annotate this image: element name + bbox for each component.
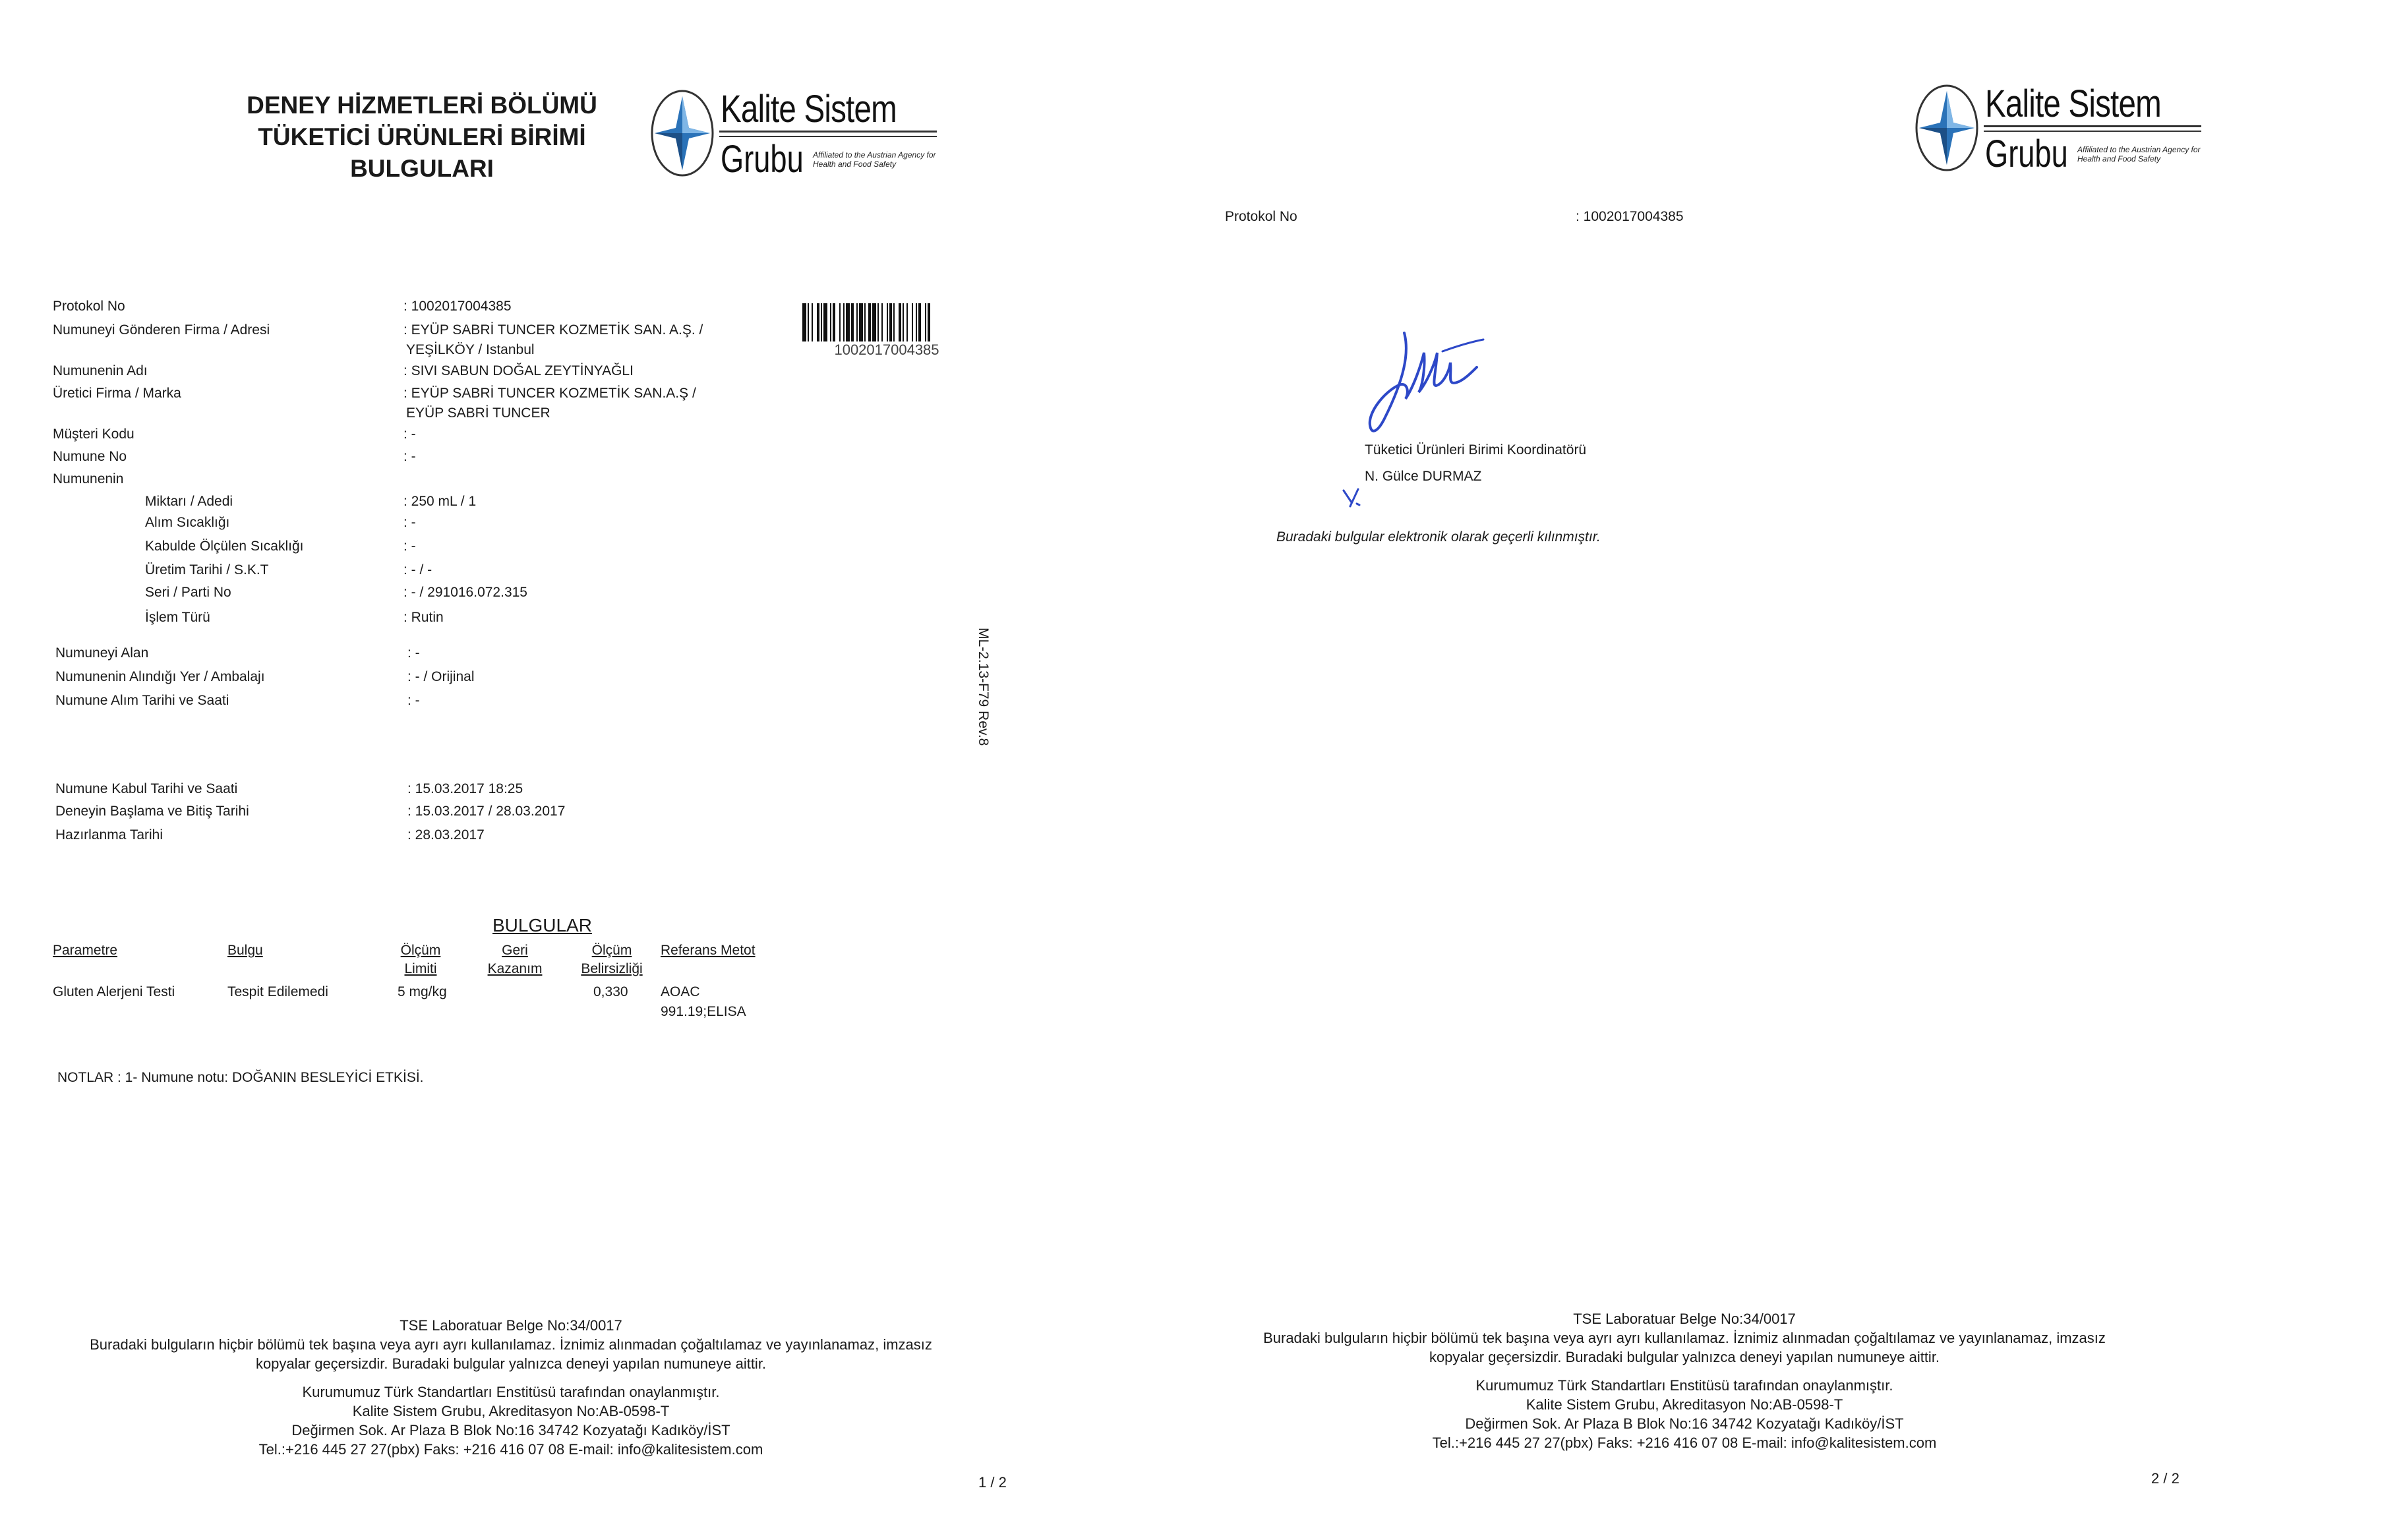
barcode-bar [821,303,822,341]
label-sample-location: Numunenin Alındığı Yer / Ambalajı [55,669,265,684]
barcode-bar [817,303,819,341]
label-sample-no: Numune No [53,449,127,464]
electronic-note: Buradaki bulgular elektronik olarak geçerli kılınmıştır. [1276,529,1601,545]
value-quantity: : 250 mL / 1 [403,494,477,509]
cell-finding: Tespit Edilemedi [227,984,328,999]
logo-affiliation: Affiliated to the Austrian Agency for Health and Food Safety [813,150,936,169]
footer-line: kopyalar geçersizdir. Buradaki bulgular yalnızca deneyi yapılan numuneye aittir. [255,1355,767,1372]
value-intake-temp: : - [403,515,416,530]
label-process-type: İşlem Türü [145,610,210,625]
value-sender: : EYÜP SABRİ TUNCER KOZMETİK SAN. A.Ş. / [403,322,703,338]
barcode-bar [925,303,926,341]
barcode-bar [928,303,930,341]
barcode-bar [830,303,831,341]
label-quantity: Miktarı / Adedi [145,494,233,509]
label-accept-temp: Kabulde Ölçülen Sıcaklığı [145,539,304,554]
barcode-bar [851,303,854,341]
value-accept-temp: : - [403,539,416,554]
value-sample-datetime: : - [407,693,420,708]
label-customer-code: Müşteri Kodu [53,427,134,442]
footer-line: TSE Laboratuar Belge No:34/0017 [1573,1311,1796,1327]
logo-affiliation: Affiliated to the Austrian Agency for Health and Food Safety [2077,145,2201,163]
value-protokol-no-p2: : 1002017004385 [1576,209,1684,224]
barcode-bar [864,303,866,341]
col-header-parameter: Parametre [53,943,118,958]
label-manufacturer: Üretici Firma / Marka [53,386,181,401]
value-sample-name: : SIVI SABUN DOĞAL ZEYTİNYAĞLI [403,363,634,378]
label-batch-no: Seri / Parti No [145,585,231,600]
col-header-uncertainty [572,941,651,978]
label-sample-name: Numunenin Adı [53,363,148,378]
footer-page-2 [1259,1309,2110,1452]
footer-line: Tel.:+216 445 27 27(pbx) Faks: +216 416 07 08 E-mail: info@kalitesistem.com [258,1441,763,1458]
value-accept-date: : 15.03.2017 18:25 [407,781,523,796]
logo-text-line-1: Kalite Sistem [1985,82,2161,125]
barcode-bar [918,303,921,341]
col-header-limit-line1: Ölçüm [400,943,441,958]
value-sender-line2: YEŞİLKÖY / Istanbul [406,342,535,357]
barcode-bar [833,303,835,341]
company-logo [1914,79,2204,178]
footer-line: Değirmen Sok. Ar Plaza B Blok No:16 34742 Kozyatağı Kadıköy/İST [291,1422,730,1438]
value-sample-location: : - / Orijinal [407,669,475,684]
form-code-vertical: ML-2.13-F79 Rev.8 [976,628,991,746]
value-production-date: : - / - [403,562,432,578]
barcode-bar [893,303,895,341]
barcode-bar [887,303,888,341]
value-customer-code: : - [403,427,416,442]
cell-uncertainty: 0,330 [593,984,628,999]
page-number-2: 2 / 2 [2151,1470,2180,1487]
barcode-bar [872,303,876,341]
barcode-bar [812,303,813,341]
label-protokol-no: Protokol No [53,299,125,314]
signature [1358,326,1503,438]
value-prepared-date: : 28.03.2017 [407,827,485,843]
footer-line: Buradaki bulguların hiçbir bölümü tek başına veya ayrı ayrı kullanılamaz. İznimiz alınmadan çoğaltılamaz ve yayınlanamaz, imzasız [90,1336,932,1353]
header-line-1: DENEY HİZMETLERİ BÖLÜMÜ [247,92,597,119]
col-header-limit [394,941,447,978]
barcode-bar [912,303,913,341]
label-sample-datetime: Numune Alım Tarihi ve Saati [55,693,229,708]
label-production-date: Üretim Tarihi / S.K.T [145,562,269,578]
value-manufacturer: : EYÜP SABRİ TUNCER KOZMETİK SAN.A.Ş / [403,386,696,401]
footer-line: Kalite Sistem Grubu, Akreditasyon No:AB-0598-T [1526,1396,1843,1413]
barcode-number: 1002017004385 [834,341,939,358]
barcode-bar [843,303,845,341]
footer-line: Kurumumuz Türk Standartları Enstitüsü tarafından onaylanmıştır. [302,1384,720,1400]
value-manufacturer-line2: EYÜP SABRİ TUNCER [406,405,550,421]
cell-parameter: Gluten Alerjeni Testi [53,984,175,999]
col-header-method: Referans Metot [661,943,756,958]
value-test-dates: : 15.03.2017 / 28.03.2017 [407,804,566,819]
barcode-bar [808,303,809,341]
footer-line: Kurumumuz Türk Standartları Enstitüsü tarafından onaylanmıştır. [1475,1377,1893,1394]
logo-text-line-2: Grubu [1985,133,2068,175]
barcode-bar [859,303,863,341]
logo-text-line-1: Kalite Sistem [721,88,897,131]
barcode-bar [877,303,879,341]
label-intake-temp: Alım Sıcaklığı [145,515,230,530]
col-header-finding: Bulgu [227,943,263,958]
value-sampler: : - [407,645,420,661]
star-logo-icon [649,87,715,179]
barcode-bar [906,303,908,341]
barcode-bar [889,303,892,341]
barcode-bar [903,303,904,341]
value-protokol-no: : 1002017004385 [403,299,512,314]
footer-line: TSE Laboratuar Belge No:34/0017 [400,1317,622,1334]
footer-line: Buradaki bulguların hiçbir bölümü tek başına veya ayrı ayrı kullanılamaz. İznimiz alınmadan çoğaltılamaz ve yayınlanamaz, imzasız [1263,1330,2106,1346]
col-header-uncertainty-line2: Belirsizliği [581,961,643,976]
initial-mark [1341,487,1367,509]
footer-line: Kalite Sistem Grubu, Akreditasyon No:AB-0598-T [352,1403,670,1419]
barcode-bar [899,303,901,341]
label-protokol-no-p2: Protokol No [1225,209,1297,224]
barcode-bar [823,303,827,341]
cell-limit: 5 mg/kg [398,984,447,999]
footer-line: Tel.:+216 445 27 27(pbx) Faks: +216 416 07 08 E-mail: info@kalitesistem.com [1432,1435,1937,1451]
star-logo-icon [1914,82,1980,174]
col-header-recovery [482,941,548,978]
header-line-3: BULGULARI [350,155,494,182]
report-header-title [237,90,607,185]
barcode [801,303,972,360]
label-sample-group: Numunenin [53,471,124,487]
label-sampler: Numuneyi Alan [55,645,149,661]
barcode-bar [881,303,883,341]
col-header-recovery-line1: Geri [502,943,528,958]
value-batch-no: : - / 291016.072.315 [403,585,527,600]
logo-rule [1984,125,2201,127]
col-header-uncertainty-line1: Ölçüm [591,943,632,958]
cell-method-line1: AOAC [661,984,700,999]
barcode-bar [846,303,850,341]
company-logo [649,84,939,183]
signer-title: Tüketici Ürünleri Birimi Koordinatörü [1365,442,1587,458]
label-sender: Numuneyi Gönderen Firma / Adresi [53,322,270,338]
barcode-bar [839,303,841,341]
footer-line: Değirmen Sok. Ar Plaza B Blok No:16 34742 Kozyatağı Kadıköy/İST [1465,1415,1904,1432]
logo-text-line-2: Grubu [721,138,804,181]
barcode-bar [802,303,806,341]
footer-line: kopyalar geçersizdir. Buradaki bulgular yalnızca deneyi yapılan numuneye aittir. [1429,1349,1940,1365]
header-line-2: TÜKETİCİ ÜRÜNLERİ BİRİMİ [258,123,586,150]
logo-rule [719,131,937,133]
barcode-bar [916,303,917,341]
col-header-recovery-line2: Kazanım [487,961,543,976]
label-test-dates: Deneyin Başlama ve Bitiş Tarihi [55,804,249,819]
page-number-1: 1 / 2 [978,1474,1007,1491]
barcode-bar [868,303,871,341]
notes: NOTLAR : 1- Numune notu: DOĞANIN BESLEYİCİ ETKİSİ. [57,1070,424,1085]
label-prepared-date: Hazırlanma Tarihi [55,827,163,843]
barcode-bars [801,303,972,343]
results-title: BULGULAR [492,915,592,935]
col-header-limit-line2: Limiti [404,961,437,976]
label-accept-date: Numune Kabul Tarihi ve Saati [55,781,238,796]
cell-method-line2: 991.19;ELISA [661,1004,746,1019]
footer-page-1 [86,1316,936,1459]
value-process-type: : Rutin [403,610,444,625]
barcode-bar [856,303,858,341]
value-sample-no: : - [403,449,416,464]
signer-name: N. Gülce DURMAZ [1365,469,1482,484]
